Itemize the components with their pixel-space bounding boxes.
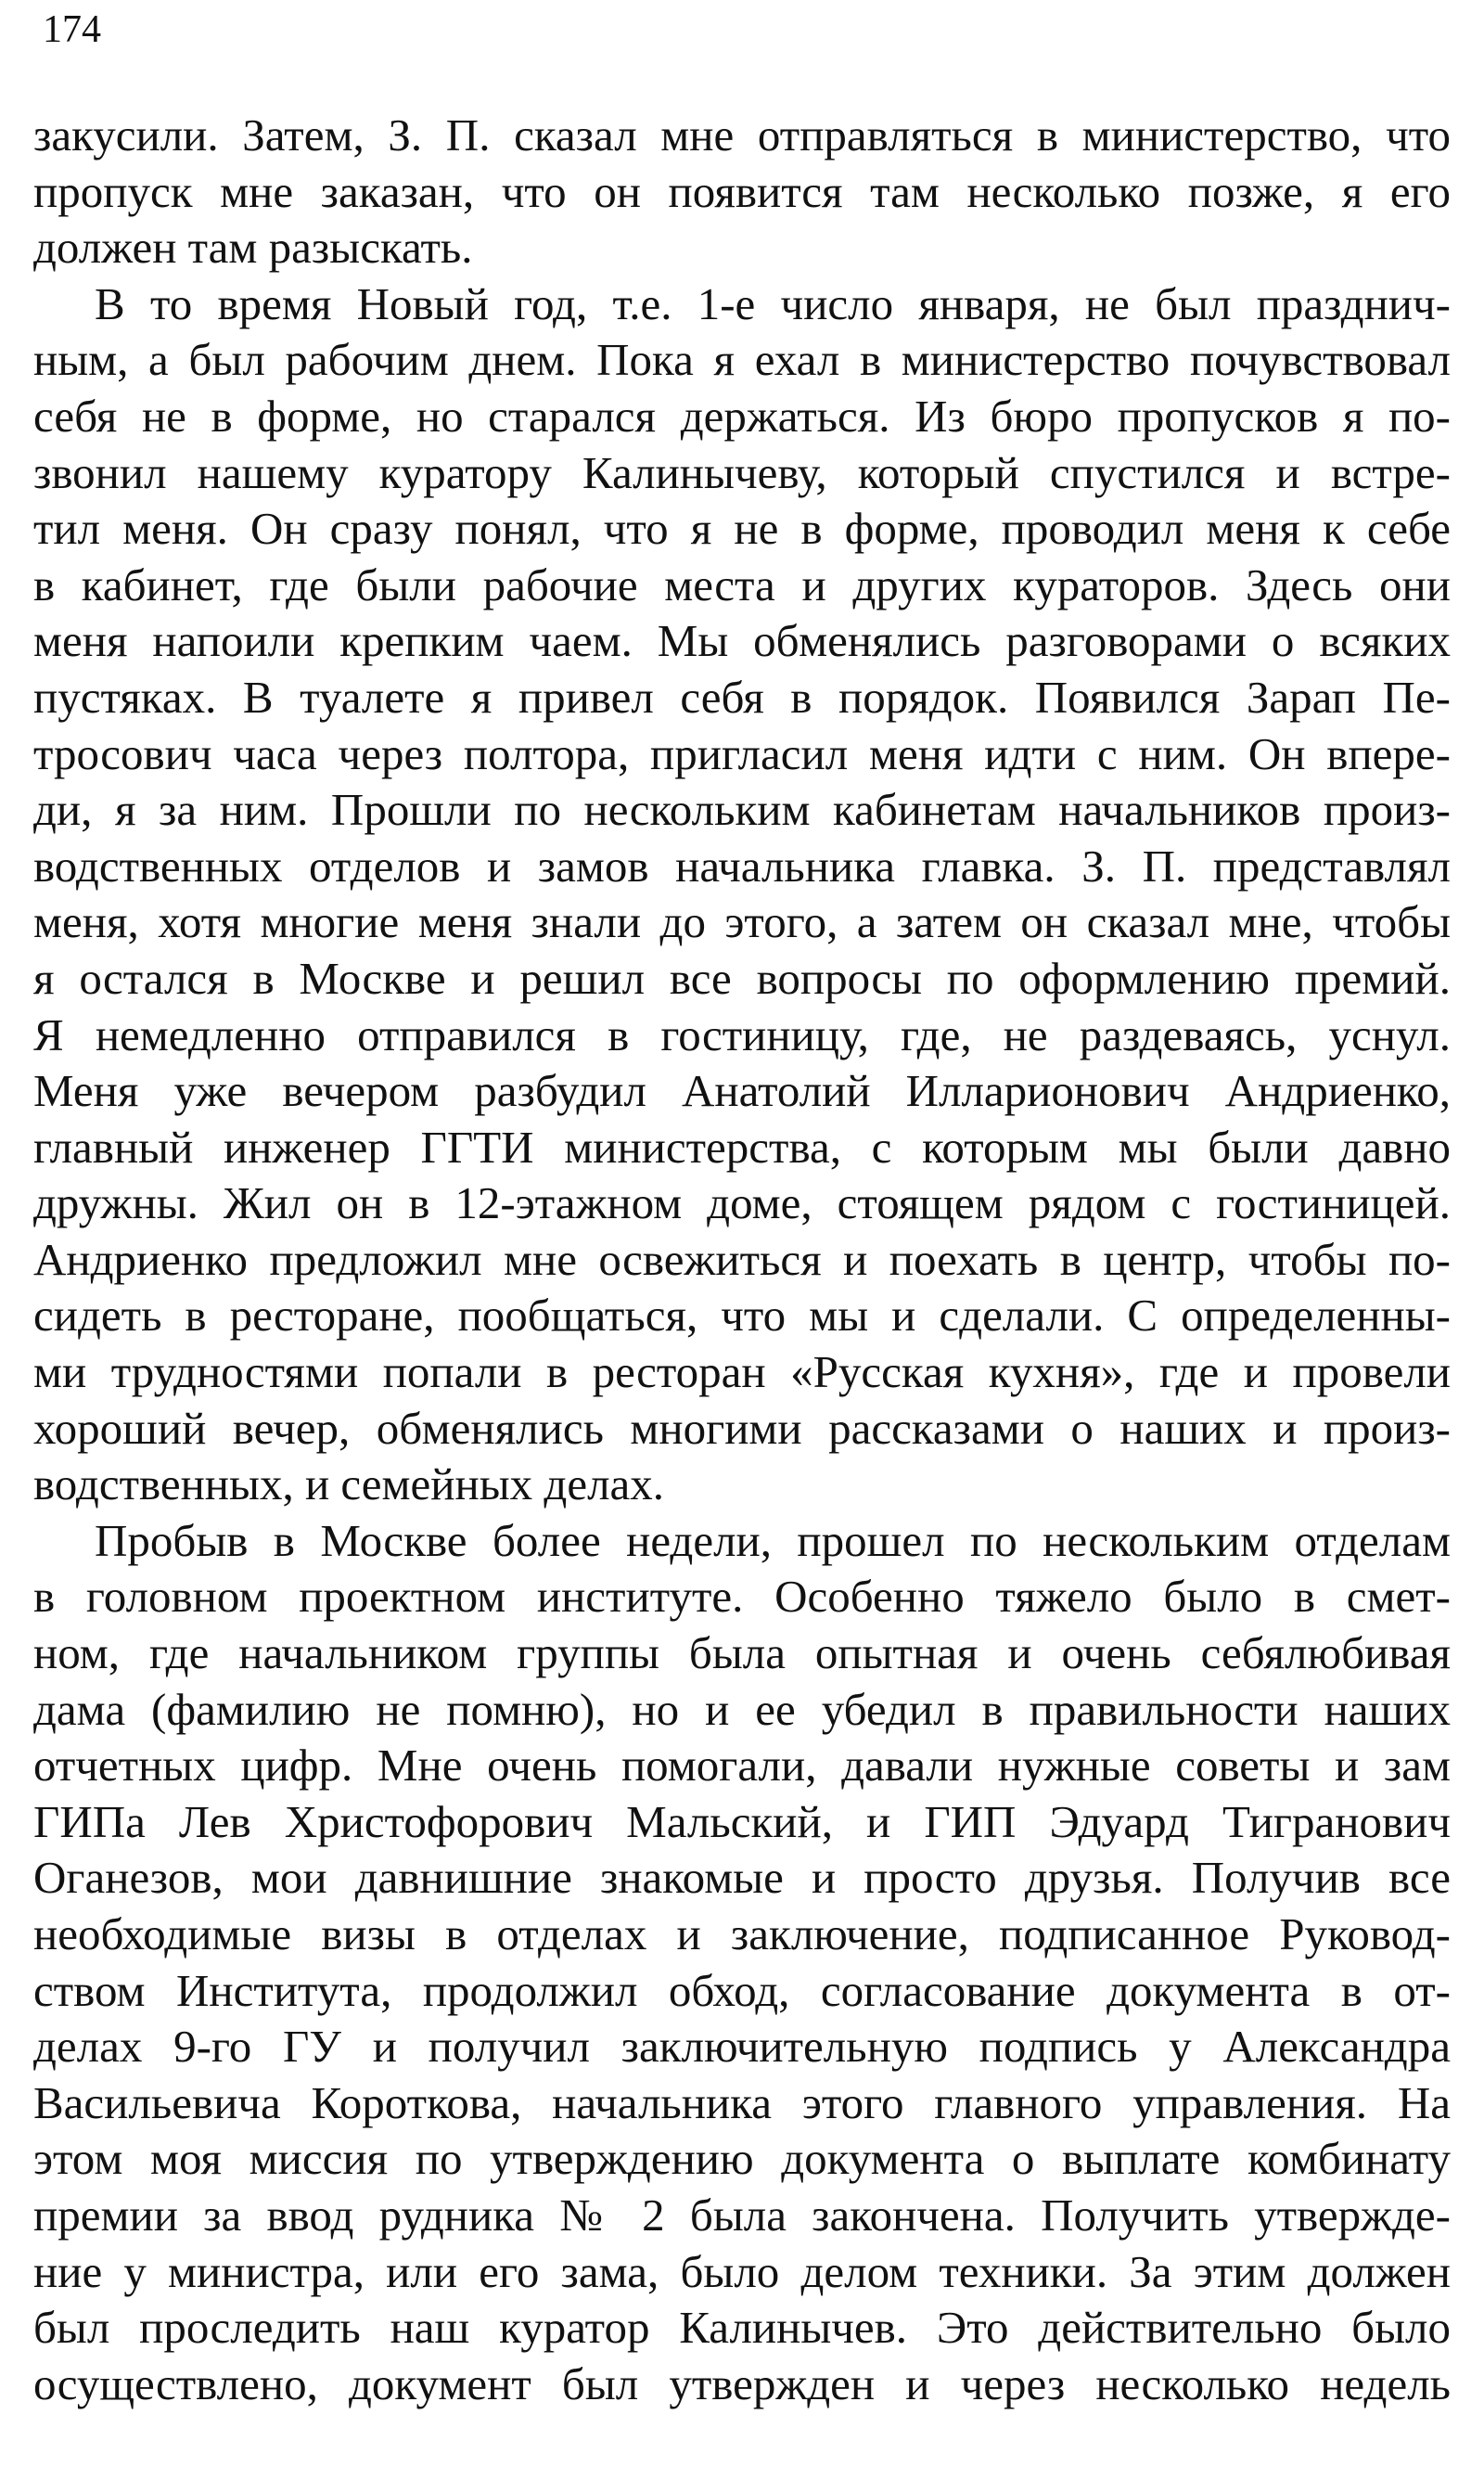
text-line: Меня уже вечером разбудил Анатолий Илларионович Андриенко, [33,1065,1451,1117]
page-number: 174 [43,8,101,51]
text-line: водственных отделов и замов начальника главка. З. П. представлял [33,840,1451,892]
paragraph [33,276,1451,1513]
text-line: я остался в Москве и решил все вопросы по оформлению премий. [33,952,1451,1004]
text-line: дама (фамилию не помню), но и ее убедил в правильности наших [33,1683,1451,1735]
text-line: сидеть в ресторане, пообщаться, что мы и сделали. С определенны- [33,1290,1451,1342]
text-line: главный инженер ГГТИ министерства, с которым мы были давно [33,1121,1451,1173]
text-line: тросович часа через полтора, пригласил меня идти с ним. Он впере- [33,727,1451,779]
text-line: необходимые визы в отделах и заключение, подписанное Руковод- [33,1908,1451,1959]
text-line: меня, хотя многие меня знали до этого, а затем он сказал мне, чтобы [33,896,1451,948]
text-line: Андриенко предложил мне освежиться и поехать в центр, чтобы по- [33,1233,1451,1285]
text-line: пропуск мне заказан, что он появится там несколько позже, я его [33,165,1451,217]
text-line: ГИПа Лев Христофорович Мальский, и ГИП Эдуард Тигранович [33,1795,1451,1847]
paragraph [33,108,1451,276]
text-line: этом моя миссия по утверждению документа о выплате комбинату [33,2133,1451,2185]
text-line: Оганезов, мои давнишние знакомые и просто друзья. Получив все [33,1852,1451,1904]
text-line: должен там разыскать. [33,222,473,274]
paragraph [33,1513,1451,2413]
text-line: закусили. Затем, З. П. сказал мне отправляться в министерство, что [33,109,1451,161]
text-line: Я немедленно отправился в гостиницу, где, не раздеваясь, уснул. [33,1008,1451,1060]
book-page [33,0,1451,2466]
text-line: ние у министра, или его зама, было делом техники. За этим должен [33,2245,1451,2297]
text-line: ном, где начальником группы была опытная и очень себялюбивая [33,1627,1451,1679]
text-line: дружны. Жил он в 12-этажном доме, стоящем рядом с гостиницей. [33,1177,1451,1229]
text-line: ством Института, продолжил обход, согласование документа в от- [33,1964,1451,2016]
text-line: меня напоили крепким чаем. Мы обменялись разговорами о всяких [33,615,1451,667]
text-line: ным, а был рабочим днем. Пока я ехал в министерство почувствовал [33,334,1451,386]
text-line: Пробыв в Москве более недели, прошел по нескольким отделам [95,1514,1451,1566]
text-line: водственных, и семейных делах. [33,1458,665,1510]
text-line: ми трудностями попали в ресторан «Русская кухня», где и провели [33,1346,1451,1398]
text-line: осуществлено, документ был утвержден и через несколько недель [33,2357,1451,2409]
text-line: в кабинет, где были рабочие места и других кураторов. Здесь они [33,559,1451,610]
text-line: делах 9-го ГУ и получил заключительную подпись у Александра [33,2021,1451,2073]
text-line: премии за ввод рудника № 2 была закончена. Получить утвержде- [33,2189,1451,2241]
text-line: был проследить наш куратор Калинычев. Это действительно было [33,2302,1451,2354]
text-line: отчетных цифр. Мне очень помогали, давали нужные советы и зам [33,1740,1451,1792]
text-line: хороший вечер, обменялись многими рассказами о наших и произ- [33,1402,1451,1454]
body-text [33,108,1451,2412]
text-line: пустяках. В туалете я привел себя в порядок. Появился Зарап Пе- [33,671,1451,723]
text-line: В то время Новый год, т.е. 1-е число января, не был празднич- [95,277,1451,329]
text-line: Васильевича Короткова, начальника этого главного управления. На [33,2076,1451,2128]
text-line: себя не в форме, но старался держаться. Из бюро пропусков я по- [33,390,1451,442]
text-line: в головном проектном институте. Особенно тяжело было в смет- [33,1571,1451,1623]
text-line: звонил нашему куратору Калинычеву, который спустился и встре- [33,446,1451,498]
text-line: тил меня. Он сразу понял, что я не в форме, проводил меня к себе [33,503,1451,555]
text-line: ди, я за ним. Прошли по нескольким кабинетам начальников произ- [33,784,1451,836]
